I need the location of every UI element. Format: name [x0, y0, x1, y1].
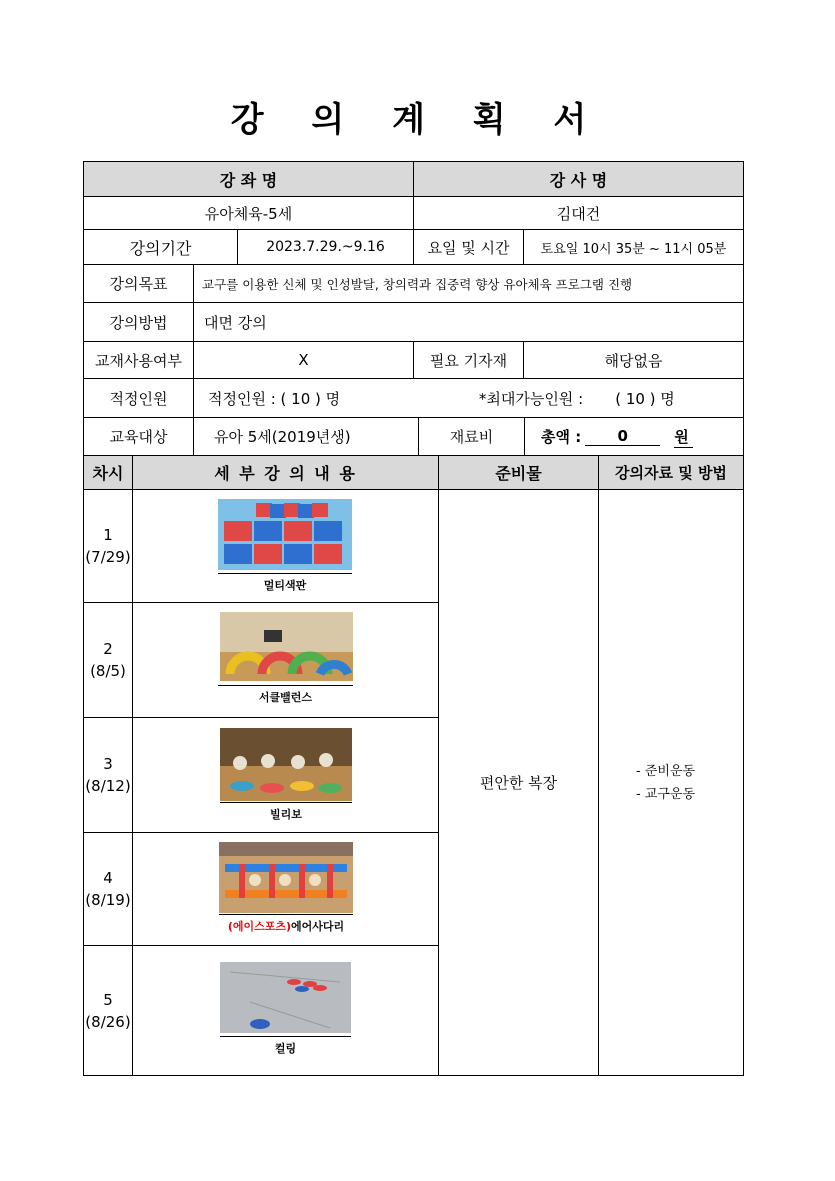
materials-item: - 교구운동 [636, 786, 696, 802]
schedule-value: 토요일 10시 35분 ~ 11시 05분 [540, 241, 727, 257]
air-ladder-image [219, 842, 353, 913]
image-caption [219, 918, 353, 934]
session-header: 차시 [84, 456, 132, 489]
schedule-label: 요일 및 시간 [427, 238, 510, 257]
session-number: 3 [103, 755, 113, 773]
equipment-value: 해당없음 [604, 351, 663, 370]
instructor-label: 강 사 명 [414, 162, 743, 196]
curling-image [220, 962, 351, 1033]
capacity-value: 적정인원 : ( 10 ) 명 [208, 389, 341, 408]
target-value: 유아 5세(2019년생) [214, 428, 351, 446]
image-caption: 컬링 [274, 1042, 297, 1055]
session-number: 1 [103, 526, 113, 544]
textbook-label: 교재사용여부 [95, 351, 182, 370]
prep-value: 편안한 복장 [479, 774, 558, 792]
session-date: (8/5) [90, 662, 126, 680]
caption-brand: (에이스포츠) [227, 920, 292, 933]
capacity-label: 적정인원 [109, 389, 168, 408]
period-value: 2023.7.29.~9.16 [266, 239, 385, 255]
multi-color-mat-image [218, 499, 352, 570]
total-unit: 원 [674, 426, 693, 448]
prep-header: 준비물 [439, 456, 598, 489]
materials-header: 강의자료 및 방법 [599, 456, 743, 489]
target-label: 교육대상 [109, 428, 168, 446]
session-date: (8/19) [85, 891, 131, 909]
image-caption: 서클밸런스 [258, 691, 313, 704]
session-date: (8/12) [85, 777, 131, 795]
session-5 [84, 946, 132, 1075]
session-date: (7/29) [85, 548, 131, 566]
equipment-label: 필요 기자재 [429, 351, 508, 370]
instructor-value: 김대건 [556, 204, 601, 223]
method-label: 강의방법 [109, 313, 168, 332]
image-caption: 빌리보 [270, 808, 302, 821]
max-capacity-label: *최대가능인원 : [478, 389, 584, 408]
session-date: (8/26) [85, 1012, 131, 1031]
material-fee-label: 재료비 [449, 428, 494, 446]
session-number: 2 [103, 640, 113, 658]
session-2 [84, 603, 132, 717]
textbook-value: X [298, 351, 309, 369]
materials-list [636, 490, 743, 1075]
session-number: 5 [103, 990, 113, 1009]
page-title: 강 의 계 획 서 [230, 100, 605, 140]
total-amount: 0 [585, 427, 660, 446]
caption-text: 에어사다리 [291, 920, 345, 933]
goal-value: 교구를 이용한 신체 및 인성발달, 창의력과 집중력 향상 유아체육 프로그램 진행 [202, 276, 633, 292]
content-header: 세 부 강 의 내 용 [133, 456, 438, 489]
session-4 [84, 833, 132, 945]
total-label: 총액 : [541, 428, 582, 446]
goal-label: 강의목표 [109, 275, 168, 293]
session-number: 4 [103, 869, 113, 887]
image-caption: 멀티색판 [263, 579, 307, 592]
bilibo-image [220, 728, 352, 801]
material-fee-total [525, 418, 743, 455]
session-3 [84, 718, 132, 832]
method-value: 대면 강의 [204, 313, 267, 332]
session-1 [84, 490, 132, 602]
course-name-label: 강 좌 명 [84, 162, 413, 196]
course-name-value: 유아체육-5세 [204, 204, 293, 223]
period-label: 강의기간 [129, 238, 192, 258]
materials-item: - 준비운동 [636, 763, 696, 779]
max-capacity-value: ( 10 ) 명 [615, 389, 675, 408]
circle-balance-image [220, 612, 353, 681]
